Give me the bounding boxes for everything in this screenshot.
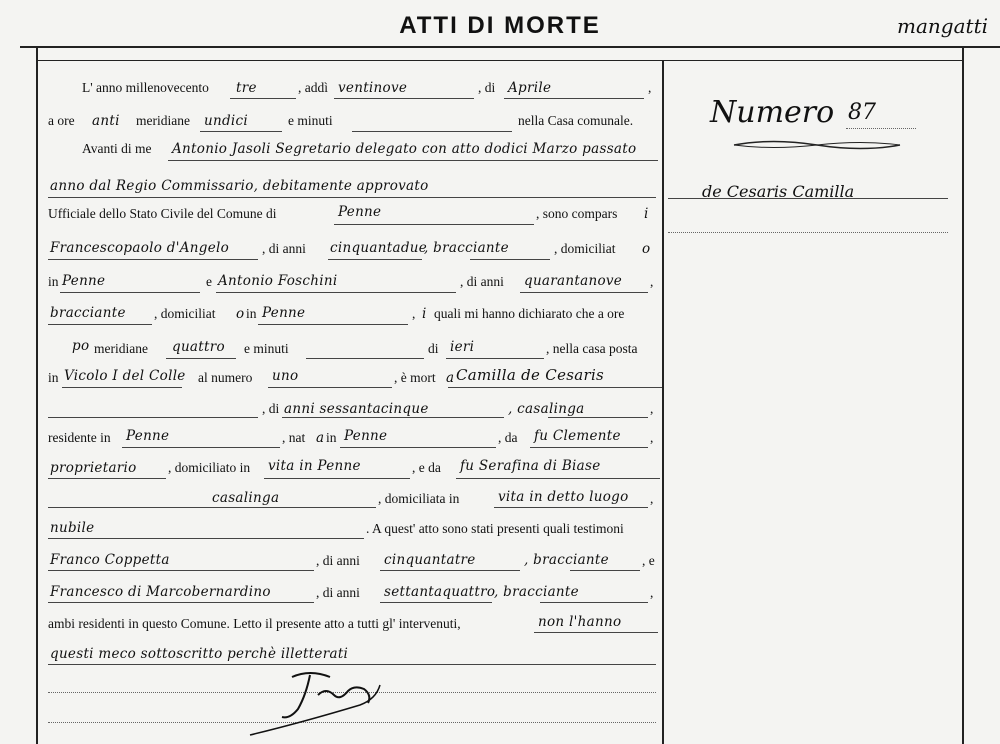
hw-birthplace: Penne [344, 428, 388, 444]
field-line [470, 259, 550, 260]
hw-deceased-age: anni sessantacinque [284, 401, 429, 417]
hw-father-job: proprietario [50, 460, 137, 476]
hw-comune: Penne [338, 204, 382, 220]
field-line [60, 292, 200, 293]
field-line [328, 259, 422, 260]
field-line [540, 602, 648, 603]
text-a-ore: a ore [48, 113, 75, 128]
text-di: , di [478, 80, 496, 95]
field-line [48, 324, 152, 325]
text-comma: , [650, 401, 654, 416]
text-addi: , addì [298, 80, 328, 95]
text-di-2: di [428, 341, 439, 356]
field-line [48, 417, 258, 418]
hw-residence: Penne [126, 428, 170, 444]
field-line [200, 131, 282, 132]
flourish-ornament [732, 138, 902, 152]
text-e-mort: , è mort [394, 370, 436, 385]
field-line [446, 358, 544, 359]
field-line [48, 602, 314, 603]
text-meridiane-2: meridiane [94, 341, 148, 356]
field-line [258, 324, 408, 325]
text-al-numero: al numero [198, 370, 253, 385]
text-avanti: Avanti di me [82, 141, 152, 156]
hw-mother: fu Serafina di Biase [460, 458, 601, 474]
field-line [380, 570, 520, 571]
hw-testimone1-job: , bracciante [524, 552, 609, 568]
numero-label: Numero [710, 95, 835, 130]
side-deceased-name: de Cesaris Camilla [702, 182, 855, 201]
text-comma: , [412, 306, 416, 321]
hw-witness1-job: , bracciante [424, 240, 509, 256]
hw-anti: anti [92, 113, 120, 129]
text-ufficiale: Ufficiale dello Stato Civile del Comune di [48, 206, 277, 221]
field-line [334, 98, 474, 99]
side-name-line [668, 198, 948, 199]
hw-suffix: i [644, 206, 649, 222]
hw-place-2: Penne [262, 305, 306, 321]
text-di-anni-2: , di anni [460, 274, 504, 289]
text-e-end: , e [642, 553, 655, 568]
hw-place: Penne [62, 273, 106, 289]
hw-testimone2-job: , bracciante [494, 584, 579, 600]
text-e-minuti-2: e minuti [244, 341, 289, 356]
hw-number: uno [272, 368, 299, 384]
hw-witness1-name: Francescopaolo d'Angelo [50, 240, 230, 256]
field-line [504, 98, 644, 99]
field-line [48, 507, 208, 508]
field-line [48, 538, 364, 539]
text-di-anni: , di anni [262, 241, 306, 256]
hw-delegation: anno dal Regio Commissario, debitamente approvato [50, 178, 429, 194]
text-in-3: in [48, 370, 59, 385]
field-line [570, 570, 640, 571]
hw-witness1-age: cinquantadue [330, 240, 428, 256]
official-signature [240, 665, 390, 740]
top-rule [20, 46, 1000, 48]
field-line [548, 417, 648, 418]
hw-non-hanno: non l'hanno [538, 614, 622, 630]
text-da: , da [498, 430, 518, 445]
text-quali: quali mi hanno dichiarato che a ore [434, 306, 625, 321]
left-border [36, 46, 38, 744]
text-di-3: , di [262, 401, 280, 416]
text-casa-posta: , nella casa posta [546, 341, 638, 356]
field-line [534, 632, 658, 633]
numero-dotted-line [846, 128, 916, 129]
text-comma: , [650, 430, 654, 445]
text-comma: , [648, 80, 652, 95]
field-line [352, 131, 512, 132]
field-line [264, 478, 410, 479]
field-line [530, 447, 648, 448]
hw-father-domicile: vita in Penne [268, 458, 361, 474]
right-border [962, 46, 964, 744]
field-line [456, 478, 660, 479]
hw-street: Vicolo I del Colle [64, 368, 186, 384]
hw-mother-domicile: vita in detto luogo [498, 489, 629, 505]
hw-officer: Antonio Jasoli Segretario delegato con atto dodici Marzo passato [172, 141, 637, 157]
field-line [62, 387, 182, 388]
field-line [48, 478, 166, 479]
hw-death-hour: quattro [172, 339, 225, 355]
field-line [216, 292, 456, 293]
hw-hour: undici [204, 113, 249, 129]
hw-witness2-job: bracciante [50, 305, 126, 321]
field-line [340, 447, 496, 448]
hw-witness2-name: Antonio Foschini [218, 273, 338, 289]
side-dotted-line [668, 232, 948, 233]
field-line [208, 507, 376, 508]
text-residente: residente in [48, 430, 111, 445]
text-domiciliato-in: , domiciliato in [168, 460, 251, 475]
text-meridiane: meridiane [136, 113, 190, 128]
hw-deceased-job: , casalinga [508, 401, 585, 417]
field-line [520, 292, 648, 293]
text-e-minuti: e minuti [288, 113, 333, 128]
hw-suffix: a [446, 370, 455, 386]
hw-closing: questi meco sottoscritto perchè illetterati [50, 646, 349, 662]
hw-witness2-age: quarantanove [524, 273, 623, 289]
text-anno: L' anno millenovecento [82, 80, 209, 95]
field-line [282, 417, 504, 418]
text-domiciliat: , domiciliat [554, 241, 616, 256]
text-domiciliata-in: , domiciliata in [378, 491, 460, 506]
hw-month: Aprile [508, 80, 552, 96]
hw-testimone1-age: cinquantatre [384, 552, 476, 568]
field-line [380, 602, 492, 603]
text-e: e [206, 274, 212, 289]
text-e-da: , e da [412, 460, 441, 475]
text-comma: , [650, 274, 654, 289]
hw-suffix: i [422, 306, 427, 322]
hw-deceased-name: Camilla de Cesaris [456, 366, 605, 384]
text-ambi-residenti: ambi residenti in questo Comune. Letto il presente atto a tutti gl' intervenuti, [48, 616, 461, 631]
field-line [122, 447, 280, 448]
text-casa-comunale: nella Casa comunale. [518, 113, 634, 128]
hw-suffix: o [236, 306, 245, 322]
text-comma: , [650, 585, 654, 600]
numero-value: 87 [848, 100, 876, 125]
hw-suffix: a [316, 430, 325, 446]
hw-testimone2-name: Francesco di Marcobernardino [50, 584, 271, 600]
field-line [230, 98, 296, 99]
hw-ieri: ieri [450, 339, 475, 355]
inner-top-rule [36, 60, 964, 61]
field-line [168, 160, 658, 161]
text-di-anni-4: , di anni [316, 585, 360, 600]
hw-po: po [72, 338, 90, 354]
text-in-2: in [246, 306, 257, 321]
field-line [166, 358, 236, 359]
field-line [48, 197, 656, 198]
corner-handwritten-note: mangatti [897, 14, 988, 38]
hw-day: ventinove [338, 80, 408, 96]
hw-year: tre [236, 80, 257, 96]
hw-father: fu Clemente [534, 428, 621, 444]
field-line [268, 387, 392, 388]
text-in-4: in [326, 430, 337, 445]
text-sono-compars: , sono compars [536, 206, 618, 221]
field-line [448, 387, 662, 388]
text-testimoni: . A quest' atto sono stati presenti quali testimoni [366, 521, 624, 536]
hw-testimone2-age: settantaquattro [384, 584, 496, 600]
field-line [48, 570, 314, 571]
hw-marital-status: nubile [50, 520, 95, 536]
text-comma: , [650, 491, 654, 506]
text-in: in [48, 274, 59, 289]
hw-suffix: o [642, 241, 651, 257]
text-domiciliat-2: , domiciliat [154, 306, 216, 321]
field-line [334, 224, 534, 225]
field-line [306, 358, 424, 359]
column-divider [662, 60, 664, 744]
text-di-anni-3: , di anni [316, 553, 360, 568]
text-nat: , nat [282, 430, 306, 445]
register-title: ATTI DI MORTE [399, 12, 601, 39]
field-line [494, 507, 648, 508]
field-line [48, 259, 258, 260]
hw-mother-job: casalinga [212, 490, 280, 506]
hw-testimone1-name: Franco Coppetta [50, 552, 170, 568]
